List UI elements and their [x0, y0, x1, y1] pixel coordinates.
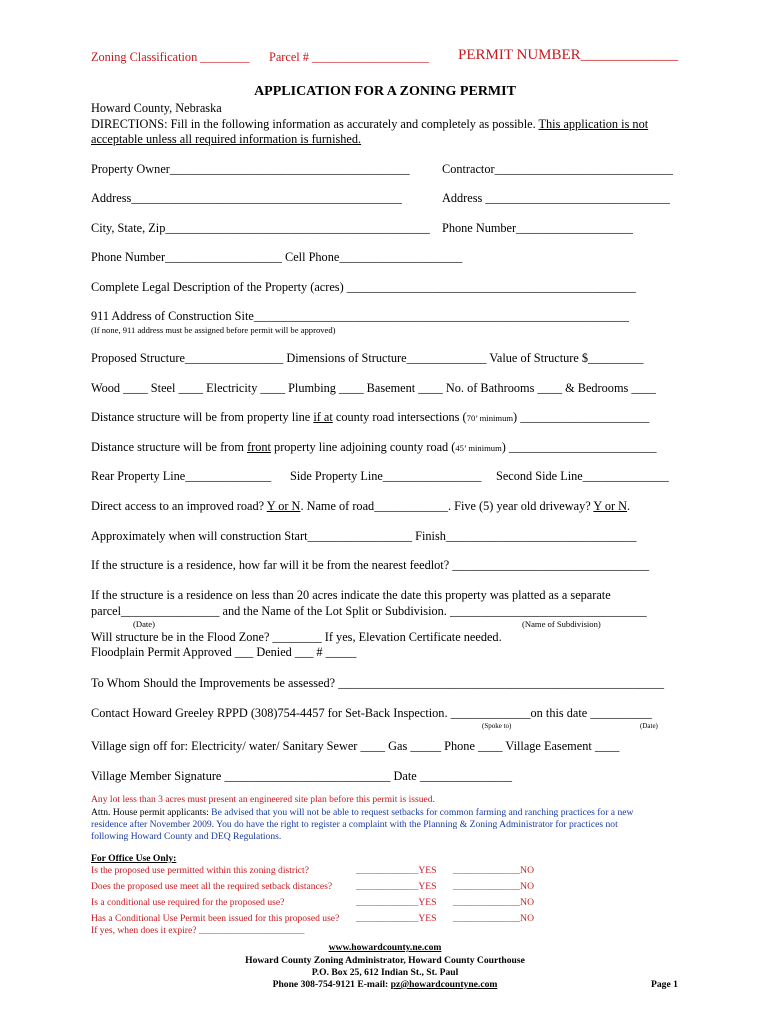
village-signature-field[interactable]: Village Member Signature ___________________________ Date _______________: [91, 769, 513, 783]
directions-text: DIRECTIONS: Fill in the following information as accurately and completely as possible.: [91, 117, 539, 131]
road-access-text: Direct access to an improved road?: [91, 499, 267, 513]
distance-front-blank[interactable]: ) ________________________: [501, 440, 657, 454]
directions-line-1: [91, 117, 648, 131]
office-q3-yes[interactable]: _____________YES: [356, 897, 437, 908]
spoke-to-caption: (Spoke to): [482, 722, 512, 730]
owner-address-field[interactable]: Address____________________________________________: [91, 191, 402, 205]
road-access-field[interactable]: [91, 499, 630, 513]
county-label: Howard County, Nebraska: [91, 101, 222, 115]
contractor-phone-field[interactable]: Phone Number___________________: [442, 221, 633, 235]
attn-label: Attn. House permit applicants:: [91, 807, 209, 818]
address-911-field[interactable]: 911 Address of Construction Site_____________________________________________________________: [91, 309, 629, 323]
proposed-structure-field[interactable]: Proposed Structure________________ Dimensions of Structure_____________ Value of Structure $_________: [91, 351, 644, 365]
office-q1: Is the proposed use permitted within this zoning district?: [91, 865, 309, 876]
footer-address: P.O. Box 25, 612 Indian St., St. Paul: [311, 967, 459, 978]
office-q5-expire[interactable]: If yes, when does it expire? ______________________: [91, 925, 305, 936]
floodplain-permit-field[interactable]: Floodplain Permit Approved ___ Denied ___ # _____: [91, 645, 357, 659]
footer-phone: Phone 308-754-9121 E-mail:: [272, 979, 391, 990]
legal-description-field[interactable]: Complete Legal Description of the Property (acres) _______________________________________________: [91, 280, 636, 294]
distance-intersection-text: Distance structure will be from property line: [91, 410, 314, 424]
distance-front-text-2: property line adjoining county road (: [270, 440, 456, 454]
office-q3-no[interactable]: ______________NO: [453, 897, 535, 908]
distance-front-text: Distance structure will be from: [91, 440, 248, 454]
second-side-line-field[interactable]: Second Side Line______________: [496, 469, 669, 483]
distance-front-emph: front: [247, 440, 271, 454]
rear-property-line-field[interactable]: Rear Property Line______________: [91, 469, 272, 483]
footer-admin: Howard County Zoning Administrator, Howard County Courthouse: [245, 955, 525, 966]
distance-intersection-min: 70’ minimum: [466, 413, 514, 423]
directions-underlined-1: This application is not: [538, 117, 649, 131]
setback-inspection-field[interactable]: Contact Howard Greeley RPPD (308)754-4457 for Set-Back Inspection. _____________on this date __________: [91, 706, 652, 720]
office-q4-yes[interactable]: _____________YES: [356, 913, 437, 924]
distance-front-min: 45’ minimum: [455, 443, 502, 453]
road-name-text[interactable]: . Name of road____________. Five (5) year old driveway?: [300, 499, 594, 513]
page-number: Page 1: [651, 979, 678, 990]
platted-date-subdivision-field[interactable]: parcel________________ and the Name of the Lot Split or Subdivision. ________________________________: [91, 604, 647, 618]
office-q4-no[interactable]: ______________NO: [453, 913, 535, 924]
directions-underlined-2: acceptable unless all required information is furnished.: [91, 132, 362, 146]
permit-number-field[interactable]: PERMIT NUMBER_____________: [458, 47, 679, 63]
assessed-to-field[interactable]: To Whom Should the Improvements be assessed? _____________________________________________________: [91, 676, 665, 690]
village-signoff-field[interactable]: Village sign off for: Electricity/ water/ Sanitary Sewer ____ Gas _____ Phone ____ Village Easement ____: [91, 739, 620, 753]
email-link[interactable]: pz@howardcountyne.com: [390, 979, 498, 990]
driveway-yn[interactable]: Y or N: [593, 499, 628, 513]
property-owner-field[interactable]: Property Owner_______________________________________: [91, 162, 410, 176]
attn-notice-line-2: residence after November 2009. You do have the right to register a complaint with the Planning & Zoning Administrator for practices not: [91, 819, 618, 830]
owner-phone-field[interactable]: Phone Number___________________ Cell Phone____________________: [91, 250, 463, 264]
office-q1-no[interactable]: ______________NO: [453, 865, 535, 876]
platted-question: If the structure is a residence on less than 20 acres indicate the date this property was platted as a separate: [91, 588, 611, 602]
zoning-classification-field[interactable]: Zoning Classification ________: [91, 50, 250, 64]
address-911-note: (If none, 911 address must be assigned before permit will be approved): [91, 325, 336, 335]
attn-notice-line-1: [91, 807, 633, 819]
parcel-field[interactable]: Parcel # ___________________: [269, 50, 429, 64]
materials-field[interactable]: Wood ____ Steel ____ Electricity ____ Plumbing ____ Basement ____ No. of Bathrooms ____ & Bedrooms ____: [91, 381, 656, 395]
distance-front-field[interactable]: [91, 440, 657, 455]
attn-text: Be advised that you will not be able to request setbacks for common farming and ranching practices for a new: [208, 807, 634, 818]
page-title: APPLICATION FOR A ZONING PERMIT: [254, 84, 516, 99]
subdivision-caption: (Name of Subdivision): [522, 619, 601, 629]
office-q2-no[interactable]: ______________NO: [453, 881, 535, 892]
contractor-address-field[interactable]: Address ______________________________: [442, 191, 670, 205]
city-state-zip-field[interactable]: City, State, Zip___________________________________________: [91, 221, 430, 235]
office-q3: Is a conditional use required for the proposed use?: [91, 897, 285, 908]
feedlot-distance-field[interactable]: If the structure is a residence, how far will it be from the nearest feedlot? ________________________________: [91, 558, 649, 572]
office-q1-yes[interactable]: _____________YES: [356, 865, 437, 876]
site-plan-notice: Any lot less than 3 acres must present an engineered site plan before this permit is issued.: [91, 794, 435, 805]
attn-notice-line-3: following Howard County and DEQ Regulations.: [91, 831, 282, 842]
side-property-line-field[interactable]: Side Property Line________________: [290, 469, 482, 483]
road-access-end: .: [627, 499, 631, 513]
distance-intersection-blank[interactable]: ) _____________________: [513, 410, 650, 424]
road-access-yn[interactable]: Y or N: [266, 499, 301, 513]
distance-intersection-emph: if at: [313, 410, 333, 424]
date-caption: (Date): [133, 619, 155, 629]
office-q2: Does the proposed use meet all the required setback distances?: [91, 881, 333, 892]
date-caption-2: (Date): [640, 722, 658, 730]
office-q4: Has a Conditional Use Permit been issued for this proposed use?: [91, 913, 340, 924]
contractor-field[interactable]: Contractor_____________________________: [442, 162, 673, 176]
construction-dates-field[interactable]: Approximately when will construction Start_________________ Finish_______________________________: [91, 529, 637, 543]
office-q2-yes[interactable]: _____________YES: [356, 881, 437, 892]
distance-intersection-text-2: county road intersections (: [332, 410, 467, 424]
website-link[interactable]: www.howardcounty.ne.com: [328, 942, 442, 953]
office-use-heading: For Office Use Only:: [91, 853, 177, 864]
distance-intersection-field[interactable]: [91, 410, 649, 425]
flood-zone-field[interactable]: Will structure be in the Flood Zone? ________ If yes, Elevation Certificate needed.: [91, 630, 502, 644]
